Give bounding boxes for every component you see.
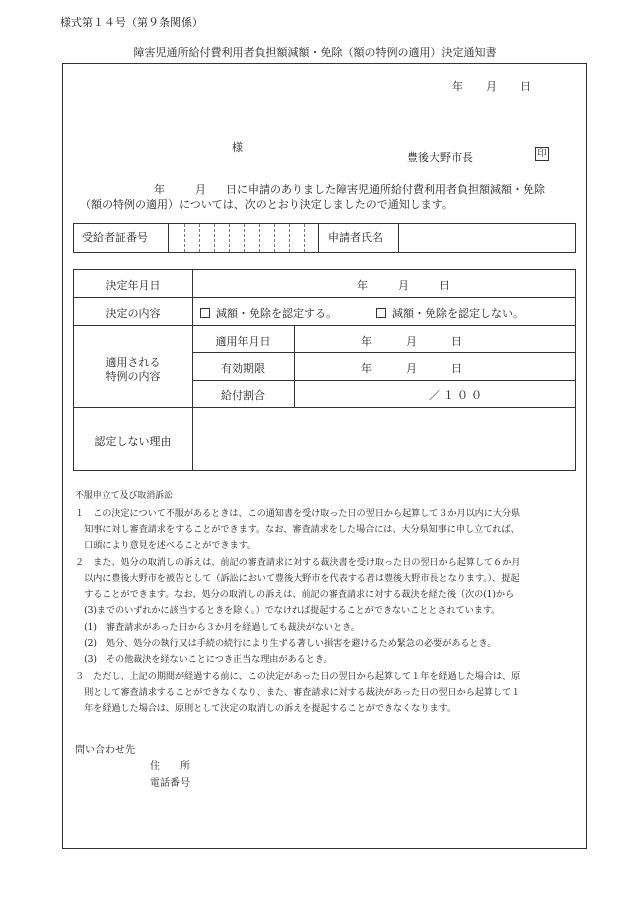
issue-date: [452, 78, 531, 94]
notes-heading: 不服申立て及び取消訴訟: [75, 491, 173, 501]
notes-line: (3)までのいずれかに該当するときを除く。）でなければ提起することができないこととされています。: [75, 605, 501, 616]
apply-date-label: 適用年月日: [215, 335, 271, 348]
notes-line: (2) 処分、処分の執行又は手続の続行により生ずる著しい損害を避けるため緊急の必要があるとき。: [75, 638, 497, 649]
apply-date-year: 年: [361, 335, 372, 348]
notes-line: することができます。なお、処分の取消しの訴えは、前記の審査請求に対する裁決を経た後（次の(1)から: [75, 589, 515, 600]
approve-checkbox[interactable]: [200, 308, 210, 318]
apply-date-day: 日: [451, 335, 462, 348]
recipient-number-label: 受給者証番号: [82, 231, 148, 244]
intro-text: 日に申請のありました障害児通所給付費利用者負担額減額・免除: [226, 183, 545, 196]
expiry-day: 日: [451, 362, 462, 375]
applicant-name-label: 申請者氏名: [328, 231, 383, 244]
notes-line: ２ また、処分の取消しの訴えは、前記の審査請求に対する裁決書を受け取った日の翌日から起算して６か月: [75, 557, 521, 568]
decision-date-day: 日: [439, 279, 450, 292]
notes-line: ３ ただし、上記の期間が経過する前に、この決定があった日の翌日から起算して１年を経過した場合は、原: [75, 671, 521, 682]
issue-date-year: 年: [452, 80, 463, 93]
form-number: 様式第１４号（第９条関係）: [60, 16, 203, 29]
notes-line: 年を経過した場合は、原則として決定の取消しの訴えを提起することができなくなります。: [75, 703, 456, 714]
decision-date-label: 決定年月日: [105, 279, 161, 292]
expiry-label: 有効期限: [221, 362, 265, 375]
option-reject-label: 減額・免除を認定しない。: [392, 307, 524, 320]
option-reject[interactable]: [376, 305, 524, 321]
intro-line-1: [154, 181, 545, 197]
notes-line: １ この決定について不服があるときは、この通知書を受け取った日の翌日から起算して３か月以内に大分県: [75, 508, 521, 519]
contact-heading: 問い合わせ先: [75, 745, 135, 756]
recipient-number-field[interactable]: [169, 224, 318, 252]
reject-checkbox[interactable]: [376, 308, 386, 318]
decision-date-year: 年: [357, 279, 368, 292]
benefit-ratio-label: 給付割合: [221, 389, 265, 402]
decision-date-value: [357, 277, 450, 293]
decision-content-label: 決定の内容: [105, 307, 161, 320]
notes-line: 知事に対し審査請求をすることができます。なお、審査請求をした場合には、大分県知事に申し立てれば、: [75, 524, 520, 535]
notes-line: 口頭により意見を述べることができます。: [75, 540, 257, 551]
intro-line-2: （額の特例の適用）については、次のとおり決定しましたので通知します。: [80, 198, 453, 211]
document-title: 障害児通所給付費利用者負担額減額・免除（額の特例の適用）決定通知書: [133, 46, 497, 59]
notes-line: (3) その他裁決を経ないことにつき正当な理由があるとき。: [75, 654, 333, 665]
contact-address-label: 住 所: [150, 761, 190, 772]
notes-line: (1) 審査請求があった日から３か月を経過しても裁決がないとき。: [75, 622, 360, 633]
expiry-value: [361, 360, 462, 376]
apply-date-month: 月: [406, 335, 417, 348]
option-approve-label: 減額・免除を認定する。: [216, 307, 337, 320]
exception-content-label-1: 適用される: [105, 356, 161, 369]
seal-stamp: 印: [535, 147, 549, 161]
exception-content-label-2: 特例の内容: [105, 370, 161, 383]
expiry-year: 年: [361, 362, 372, 375]
issuer-name: 豊後大野市長: [407, 151, 473, 164]
contact-phone-label: 電話番号: [150, 778, 190, 789]
decision-date-month: 月: [398, 279, 409, 292]
benefit-ratio-value: ／１００: [429, 389, 485, 402]
intro-month: 月: [195, 183, 206, 196]
addressee-suffix: 様: [232, 141, 243, 154]
reject-reason-label: 認定しない理由: [94, 435, 172, 448]
decision-table: [73, 269, 576, 471]
notes-line: 則として審査請求することができなくなり、また、審査請求に対する裁決があった日の翌日から起算して１: [75, 687, 521, 698]
recipient-info-table: [73, 223, 576, 253]
intro-year: 年: [154, 183, 165, 196]
option-approve[interactable]: [200, 305, 337, 321]
expiry-month: 月: [406, 362, 417, 375]
apply-date-value: [361, 333, 462, 349]
issue-date-month: 月: [486, 80, 497, 93]
notes-line: 以内に豊後大野市を被告として（訴訟において豊後大野市を代表する者は豊後大野市長となります。）、提起: [75, 573, 520, 584]
issue-date-day: 日: [520, 80, 531, 93]
